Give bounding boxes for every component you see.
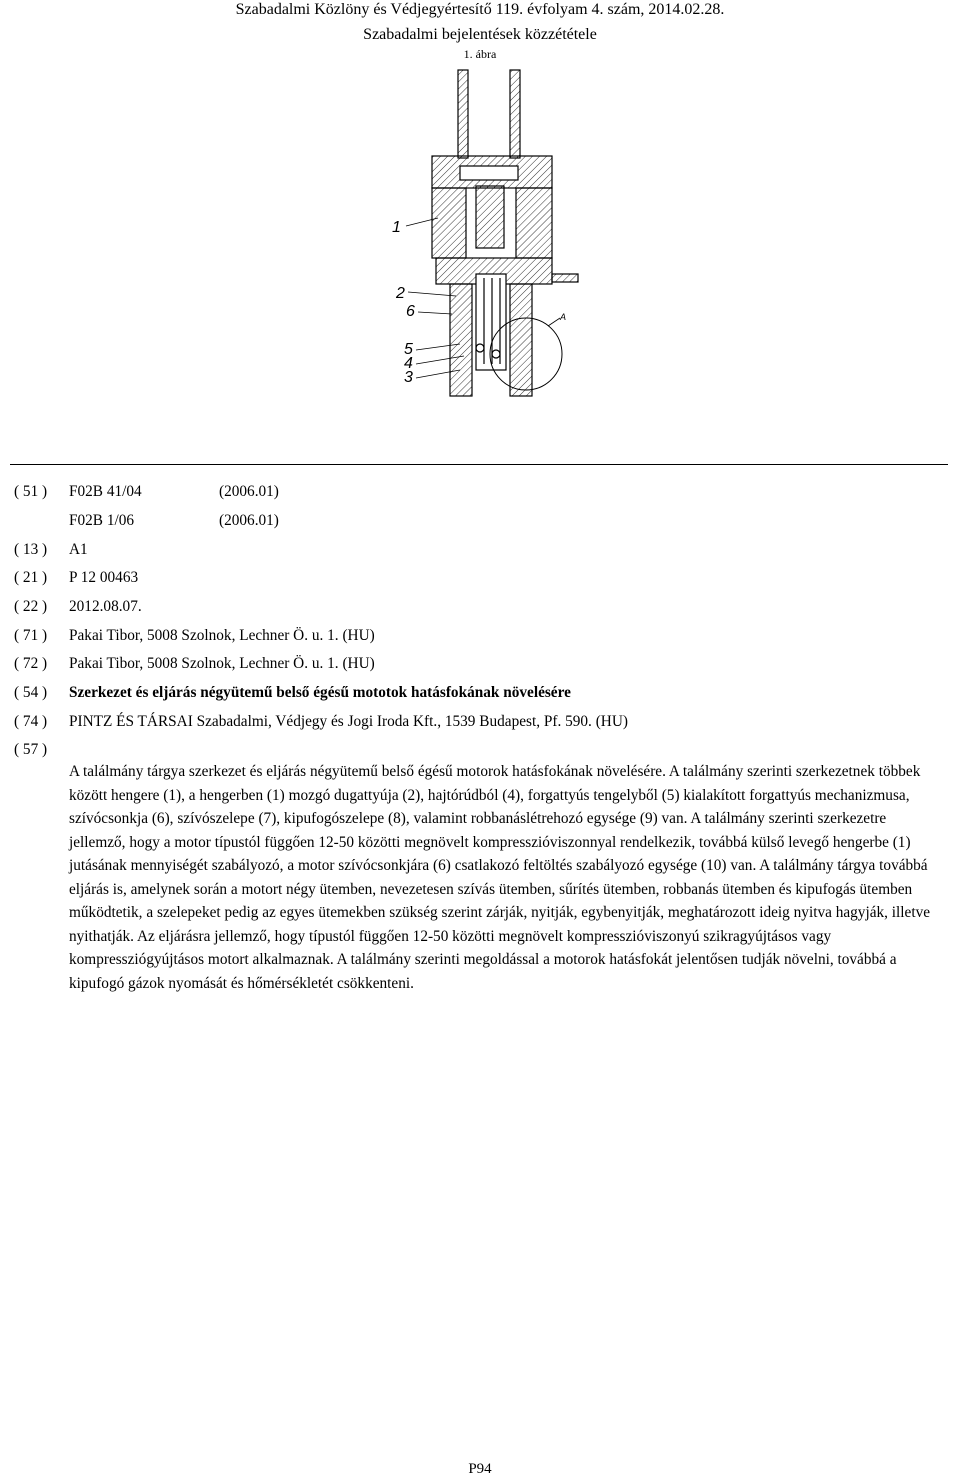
section-title: Szabadalmi bejelentések közzététele [363, 26, 597, 43]
label-3: 3 [404, 369, 413, 386]
filing-date: 2012.08.07. [69, 598, 142, 615]
label-1: 1 [392, 219, 401, 236]
inid-code: ( 72 ) [14, 655, 48, 672]
abstract-text: A találmány tárgya szerkezet és eljárás négyütemű belső égésű motorok hatásfokának növelésére. A találmány szerinti szerkezetnek többek között hengere (1), a hengerben (1) mozgó dugattyúja (2), hajtórúdból (4), forgattyús tengelyből (5) kialakított forgattyús mechanizmusa, szívócsonkja (6), szívószelepe (7), kipufogószelepe (8), valamint robbanáslétrehozó egysége (9) van. A találmány szerinti szerkezetre jellemző, hogy a motor típustól függően 12-50 közötti megnövelt kompresszióviszonnyal rendelkezik, továbbá külső levegő hengerbe (1) jutásának mennyiségét szabályozó, a motor szívócsonkjára (6) csatlakozó feltöltés szabályozó egysége (10) van. A találmány tárgya továbbá eljárás is, amelynek során a motort négy ütemben, nevezetesen szívás ütemben, sűrítés ütemben, robbanás ütemben és kipufogás ütemben működtetik, a szelepeket pedig az egyes ütemekben szükség szerint zárják, nyitják, egybenyitják, meghatározott ideig nyitva hagyják, illetve nyithatják. Az eljárásra jellemző, hogy típustól függően 12-50 közötti megnövelt kompresszióviszonyú szikragyújtásos vagy kompressziógyújtásos motort alkalmaznak. A találmány szerinti megoldással a motorok hatásfokát jelentősen tudják növelni, továbbá a kipufogó gázok nyomását és hőmérsékletét csökkenteni. [69, 763, 931, 992]
inid-code: ( 51 ) [14, 483, 48, 500]
label-5: 5 [404, 341, 413, 358]
representative: PINTZ ÉS TÁRSAI Szabadalmi, Védjegy és Jogi Iroda Kft., 1539 Budapest, Pf. 590. (HU) [69, 713, 628, 730]
invention-title: Szerkezet és eljárás négyütemű belső égésű mototok hatásfokának növelésére [69, 684, 571, 701]
document-kind: A1 [69, 541, 88, 558]
ipc-date: (2006.01) [219, 483, 279, 500]
label-2: 2 [396, 285, 405, 302]
applicant: Pakai Tibor, 5008 Szolnok, Lechner Ö. u. 1. (HU) [69, 627, 375, 644]
separator-line [10, 464, 948, 465]
inid-code: ( 54 ) [14, 684, 48, 701]
inid-code: ( 74 ) [14, 713, 48, 730]
inid-code: ( 71 ) [14, 627, 48, 644]
ipc-date: (2006.01) [219, 512, 279, 529]
ipc-class: F02B 41/04 [69, 483, 142, 500]
ipc-class: F02B 1/06 [69, 512, 135, 529]
patent-drawing [380, 68, 580, 408]
page-number: P94 [468, 1461, 492, 1477]
inid-code: ( 13 ) [14, 541, 48, 558]
inventor: Pakai Tibor, 5008 Szolnok, Lechner Ö. u. 1. (HU) [69, 655, 375, 672]
journal-title: Szabadalmi Közlöny és Védjegyértesítő 119. évfolyam 4. szám, 2014.02.28. [235, 1, 725, 18]
label-6: 6 [406, 303, 415, 320]
figure-caption: 1. ábra [463, 47, 497, 61]
inid-code: ( 21 ) [14, 569, 48, 586]
inid-code: ( 22 ) [14, 598, 48, 615]
label-4: 4 [404, 355, 413, 372]
application-number: P 12 00463 [69, 569, 139, 586]
label-A: A [560, 312, 567, 322]
abstract [69, 760, 945, 995]
inid-code: ( 57 ) [14, 741, 48, 758]
